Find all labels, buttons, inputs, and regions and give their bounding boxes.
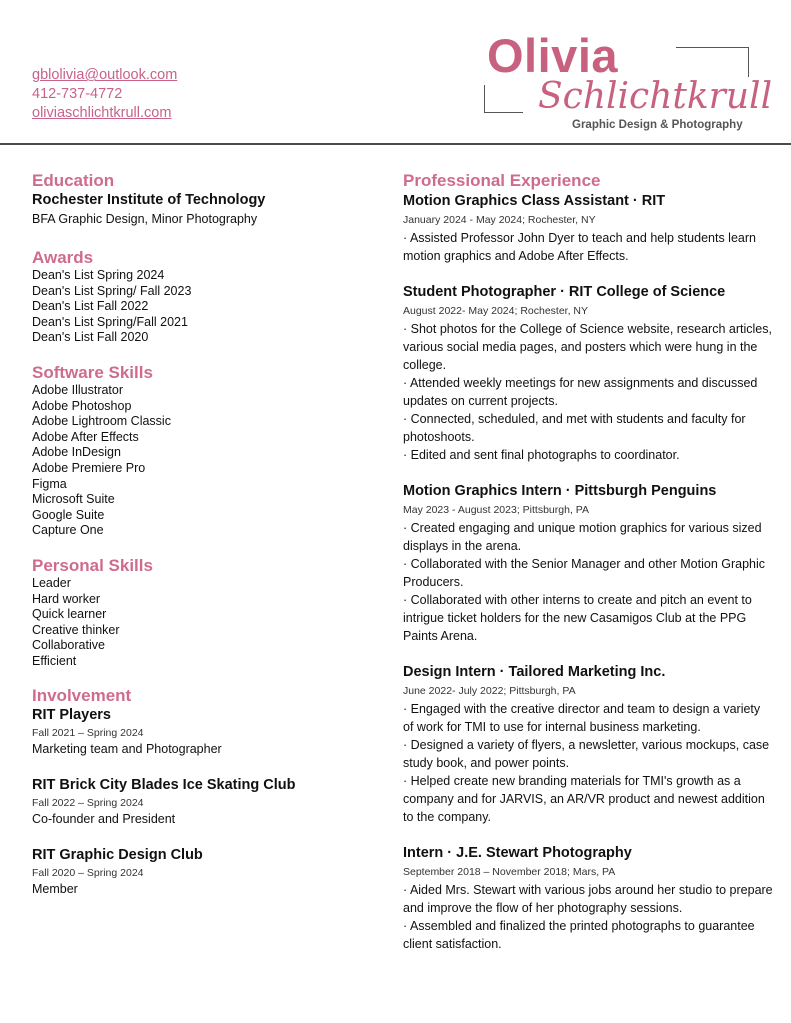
- personal-skill-item: Efficient: [32, 653, 77, 668]
- school-name: Rochester Institute of Technology: [32, 192, 266, 208]
- involvement-item: [32, 846, 372, 898]
- job-title: Student Photographer · RIT College of Science: [403, 284, 726, 300]
- award-item: Dean's List Fall 2020: [32, 330, 149, 345]
- org-name: RIT Graphic Design Club: [32, 847, 203, 864]
- section-heading: Involvement: [32, 686, 132, 706]
- software-skill-item: Google Suite: [32, 507, 105, 522]
- personal-skills-section: [32, 555, 372, 670]
- job-bullet: · Collaborated with the Senior Manager and other Motion Graphic Producers.: [403, 557, 766, 589]
- contact-info: [32, 66, 177, 123]
- software-skills-section: [32, 362, 372, 539]
- job-bullet: · Engaged with the creative director and team to design a variety of work for TMI to use for internal business marketing.: [403, 702, 761, 734]
- section-heading: Awards: [32, 248, 94, 267]
- tagline: Graphic Design & Photography: [572, 119, 743, 131]
- involvement-dates: Fall 2022 – Spring 2024: [32, 797, 144, 810]
- education-section: [32, 170, 372, 229]
- org-name: RIT Brick City Blades Ice Skating Club: [32, 777, 296, 794]
- job-bullet: · Collaborated with other interns to create and pitch an event to intrigue ticket holders for the new Casamigos Club at the PPG Paints Arena.: [403, 593, 752, 643]
- award-item: Dean's List Spring 2024: [32, 268, 165, 282]
- section-heading: Personal Skills: [32, 555, 153, 575]
- software-skill-item: Microsoft Suite: [32, 492, 115, 507]
- job-bullet: · Attended weekly meetings for new assignments and discussed updates on current projects.: [403, 376, 758, 408]
- right-column: [403, 170, 773, 970]
- personal-skill-item: Leader: [32, 575, 71, 590]
- involvement-list: [32, 706, 372, 898]
- personal-list: [32, 576, 372, 670]
- personal-skill-item: Quick learner: [32, 607, 107, 622]
- header-divider: [0, 143, 791, 145]
- job-dates: August 2022- May 2024; Rochester, NY: [403, 305, 589, 317]
- software-skill-item: Adobe Illustrator: [32, 382, 124, 397]
- job-bullet: · Assembled and finalized the printed photographs to guarantee client satisfaction.: [403, 919, 755, 951]
- awards-list: [32, 268, 372, 346]
- involvement-role: Marketing team and Photographer: [32, 742, 222, 757]
- involvement-role: Co-founder and President: [32, 812, 176, 827]
- award-item: Dean's List Spring/ Fall 2023: [32, 283, 192, 298]
- job-entry: [403, 843, 773, 953]
- job-bullet: · Edited and sent final photographs to coordinator.: [403, 448, 680, 462]
- org-name: RIT Players: [32, 707, 111, 724]
- award-item: Dean's List Fall 2022: [32, 299, 149, 314]
- personal-skill-item: Collaborative: [32, 638, 105, 653]
- software-skill-item: Adobe Photoshop: [32, 398, 132, 413]
- job-title: Motion Graphics Intern · Pittsburgh Penguins: [403, 483, 717, 499]
- personal-skill-item: Hard worker: [32, 591, 101, 606]
- software-skill-item: Figma: [32, 476, 67, 491]
- job-bullet: · Created engaging and unique motion graphics for various sized displays in the arena.: [403, 521, 762, 553]
- involvement-section: [32, 685, 372, 898]
- name-logo: [480, 28, 773, 138]
- job-dates: May 2023 - August 2023; Pittsburgh, PA: [403, 504, 590, 516]
- software-skill-item: Adobe InDesign: [32, 445, 121, 460]
- software-skill-item: Adobe Premiere Pro: [32, 460, 146, 475]
- job-dates: September 2018 – November 2018; Mars, PA: [403, 866, 616, 878]
- degree: BFA Graphic Design, Minor Photography: [32, 212, 258, 226]
- job-bullet: · Aided Mrs. Stewart with various jobs around her studio to prepare and improve the flow of her photography sessions.: [403, 883, 773, 915]
- jobs-list: [403, 191, 773, 953]
- involvement-item: [32, 776, 372, 828]
- bracket-top-right: [676, 47, 749, 77]
- job-title: Intern · J.E. Stewart Photography: [403, 845, 632, 861]
- section-heading: Professional Experience: [403, 171, 601, 190]
- software-skill-item: Adobe After Effects: [32, 429, 139, 444]
- website-link[interactable]: oliviaschlichtkrull.com: [32, 105, 172, 121]
- first-name: Olivia: [487, 29, 619, 82]
- job-bullet: · Designed a variety of flyers, a newsletter, various mockups, case study book, and power points.: [403, 738, 770, 770]
- job-entry: [403, 481, 773, 645]
- phone-number: 412-737-4772: [32, 86, 123, 102]
- job-entry: [403, 191, 773, 265]
- job-bullet: · Shot photos for the College of Science website, research articles, various social media pages, and posters which were hung in the college.: [403, 322, 772, 372]
- software-skill-item: Adobe Lightroom Classic: [32, 414, 171, 429]
- job-title: Motion Graphics Class Assistant · RIT: [403, 193, 666, 209]
- involvement-item: [32, 706, 372, 758]
- personal-skill-item: Creative thinker: [32, 622, 120, 637]
- email-link[interactable]: gblolivia@outlook.com: [32, 67, 178, 83]
- awards-section: [32, 247, 372, 346]
- section-heading: Education: [32, 171, 115, 190]
- section-heading: Software Skills: [32, 362, 153, 382]
- job-dates: January 2024 - May 2024; Rochester, NY: [403, 214, 596, 226]
- involvement-role: Member: [32, 882, 78, 897]
- job-bullet: · Assisted Professor John Dyer to teach and help students learn motion graphics and Adobe After Effects.: [403, 231, 756, 263]
- bracket-bottom-left: [484, 85, 523, 113]
- award-item: Dean's List Spring/Fall 2021: [32, 314, 188, 329]
- job-bullet: · Connected, scheduled, and met with students and faculty for photoshoots.: [403, 412, 746, 444]
- job-bullet: · Helped create new branding materials for TMI's growth as a company and for JARVIS, an AR/VR product and newest addition to the company.: [403, 774, 765, 824]
- software-list: [32, 383, 372, 539]
- job-title: Design Intern · Tailored Marketing Inc.: [403, 664, 666, 680]
- job-entry: [403, 662, 773, 826]
- job-dates: June 2022- July 2022; Pittsburgh, PA: [403, 685, 576, 697]
- software-skill-item: Capture One: [32, 523, 104, 538]
- involvement-dates: Fall 2021 – Spring 2024: [32, 727, 144, 740]
- involvement-dates: Fall 2020 – Spring 2024: [32, 867, 144, 880]
- last-name: Schlichtkrull: [538, 76, 773, 117]
- job-entry: [403, 282, 773, 464]
- left-column: [32, 170, 372, 916]
